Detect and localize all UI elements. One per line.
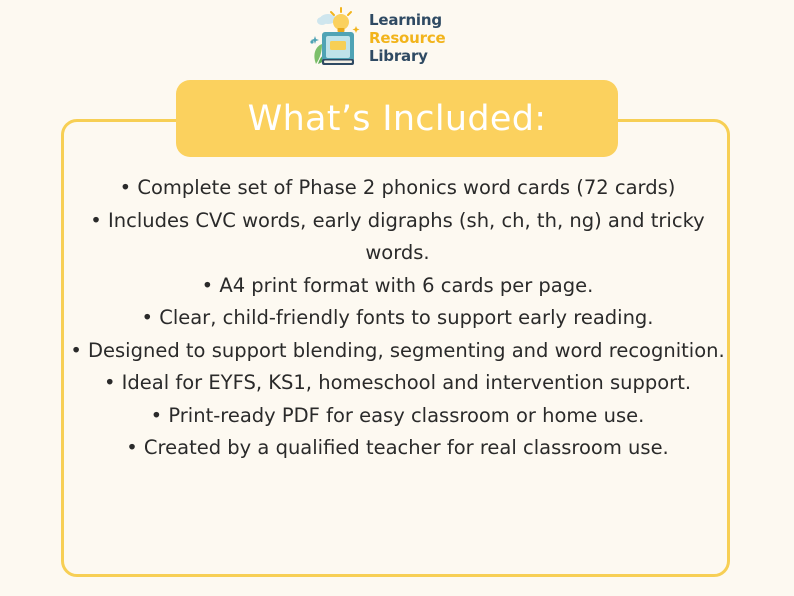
logo-text <box>369 11 446 65</box>
logo-line-learning: Learning <box>369 11 442 29</box>
title-banner <box>176 80 618 157</box>
logo-line-library: Library <box>369 47 428 65</box>
list-item: • Ideal for EYFS, KS1, homeschool and intervention support. <box>103 371 692 394</box>
logo-line-resource: Resource <box>369 29 446 47</box>
list-item: • Designed to support blending, segmenting and word recognition. <box>70 338 725 362</box>
list-item: • A4 print format with 6 cards per page. <box>201 273 594 297</box>
list-item: • Complete set of Phase 2 phonics word cards (72 cards) <box>119 176 676 199</box>
book-lightbulb-icon <box>306 6 368 70</box>
included-list <box>70 172 725 465</box>
brand-logo <box>306 6 466 70</box>
list-item: • Created by a qualified teacher for real classroom use. <box>126 436 669 459</box>
list-item: • Print-ready PDF for easy classroom or home use. <box>150 403 645 427</box>
list-item: • Includes CVC words, early digraphs (sh, ch, th, ng) and tricky words. <box>90 208 705 264</box>
list-item: • Clear, child-friendly fonts to support early reading. <box>141 306 654 329</box>
page-title: What’s Included: <box>247 98 547 139</box>
